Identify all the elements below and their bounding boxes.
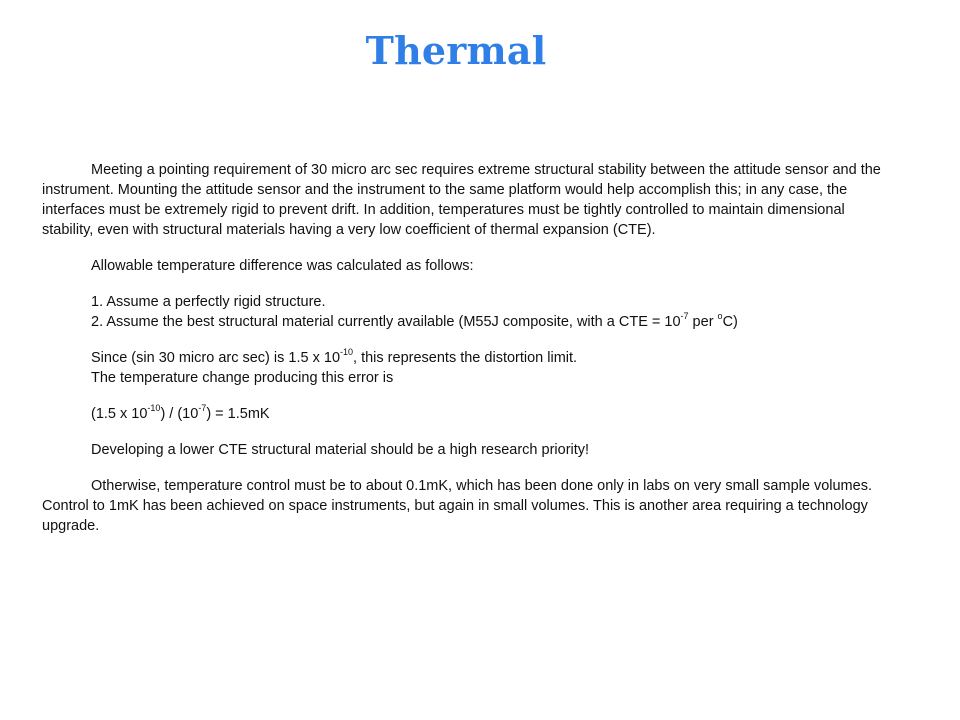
- intro-paragraph: Meeting a pointing requirement of 30 micro arc sec requires extreme structural stability between the attitude sensor and the instrument. Mounting the attitude sensor and the instrument to the same platform would help accomplish this; in any case, the interfaces must be extremely rigid to prevent drift. In addition, temperatures must be tightly controlled to maintain dimensional stability, even with structural materials having a very low coefficient of thermal expansion (CTE).: [42, 162, 881, 238]
- formula-part-a: (1.5 x 10: [91, 406, 148, 422]
- formula-part-b: ) / (10: [160, 406, 199, 422]
- degree-symbol: o: [717, 311, 723, 322]
- step-two: [42, 312, 900, 332]
- step-two-exponent: -7: [680, 311, 689, 322]
- temp-change-paragraph: The temperature change producing this error is: [91, 370, 394, 386]
- formula: [42, 404, 900, 424]
- allowable-paragraph: Allowable temperature difference was calculated as follows:: [91, 258, 474, 274]
- step-one: 1. Assume a perfectly rigid structure.: [91, 294, 326, 310]
- formula-exponent-1: -10: [147, 403, 161, 414]
- since-paragraph: [42, 348, 900, 368]
- step-two-text: 2. Assume the best structural material currently available (M55J composite, with a CTE = 10: [91, 314, 681, 330]
- formula-exponent-2: -7: [198, 403, 207, 414]
- slide-title: Thermal: [365, 28, 547, 73]
- since-exponent: -10: [340, 347, 354, 358]
- step-two-per: per: [688, 314, 718, 330]
- formula-part-c: ) = 1.5mK: [206, 406, 270, 422]
- since-text: Since (sin 30 micro arc sec) is 1.5 x 10: [91, 350, 341, 366]
- priority-paragraph: Developing a lower CTE structural material should be a high research priority!: [91, 442, 590, 458]
- slide-body: [42, 160, 900, 536]
- otherwise-paragraph: Otherwise, temperature control must be to about 0.1mK, which has been done only in labs on very small sample volumes. Control to 1mK has been achieved on space instruments, but again in small volumes. This is another area requiring a technology upgrade.: [42, 478, 872, 534]
- step-two-unit: C): [722, 314, 738, 330]
- since-text-end: , this represents the distortion limit.: [353, 350, 578, 366]
